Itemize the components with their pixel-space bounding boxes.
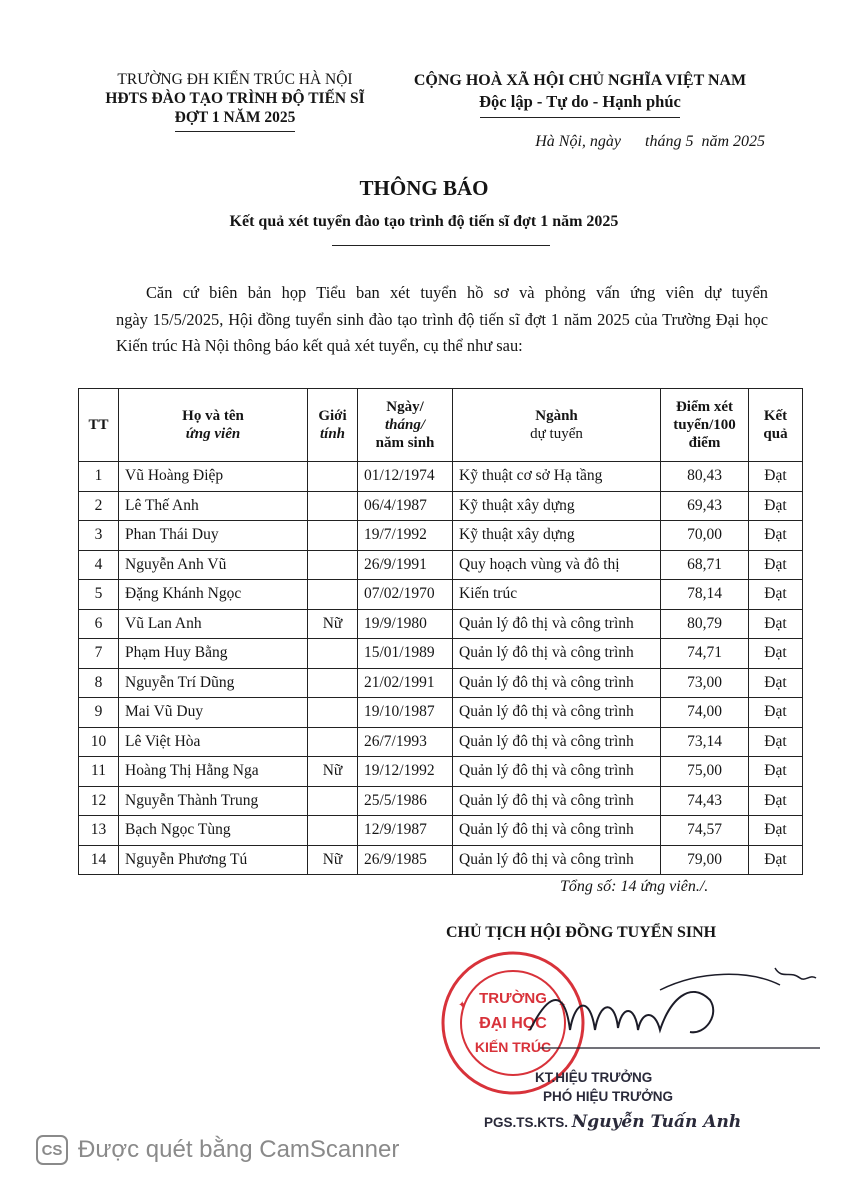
cell-tt: 3 (79, 521, 119, 551)
cell-dob: 19/12/1992 (358, 757, 453, 787)
deputy-line-2: PHÓ HIỆU TRƯỞNG (543, 1089, 673, 1104)
header-dob: Ngày/ tháng/ năm sinh (358, 389, 453, 462)
table-row (79, 521, 803, 551)
cell-major: Quản lý đô thị và công trình (453, 698, 661, 728)
cell-gender (308, 816, 358, 846)
cell-major: Quản lý đô thị và công trình (453, 845, 661, 875)
cell-gender (308, 639, 358, 669)
svg-text:✦: ✦ (558, 1000, 567, 1011)
cell-name: Nguyễn Phương Tú (119, 845, 308, 875)
intro-paragraph (116, 280, 768, 360)
cell-dob: 26/9/1985 (358, 845, 453, 875)
cell-score: 74,43 (661, 786, 749, 816)
cell-tt: 10 (79, 727, 119, 757)
signer-role: CHỦ TỊCH HỘI ĐỒNG TUYỂN SINH (446, 924, 717, 941)
cell-dob: 01/12/1974 (358, 462, 453, 492)
cell-tt: 1 (79, 462, 119, 492)
cell-result: Đạt (749, 550, 803, 580)
cell-gender (308, 491, 358, 521)
cell-tt: 7 (79, 639, 119, 669)
cell-gender: Nữ (308, 609, 358, 639)
cell-gender (308, 786, 358, 816)
cell-dob: 06/4/1987 (358, 491, 453, 521)
signer-block (484, 1112, 764, 1132)
header-result: Kết quả (749, 389, 803, 462)
place-date: Hà Nội, ngày tháng 5 năm 2025 (535, 133, 765, 150)
cell-result: Đạt (749, 609, 803, 639)
cell-tt: 9 (79, 698, 119, 728)
intro-rest: ngày 15/5/2025, Hội đồng tuyển sinh đào tạo trình độ tiến sĩ đợt 1 năm 2025 của Trường Đại học Kiến trúc Hà Nội thông báo kết quả xét tuyển, cụ thể như sau: (116, 309, 768, 355)
header-name: Họ và tên ứng viên (119, 389, 308, 462)
cell-score: 73,00 (661, 668, 749, 698)
cell-name: Mai Vũ Duy (119, 698, 308, 728)
cell-gender (308, 668, 358, 698)
cell-name: Nguyễn Trí Dũng (119, 668, 308, 698)
table-row (79, 786, 803, 816)
cell-major: Kỹ thuật xây dựng (453, 491, 661, 521)
header-major: Ngành dự tuyển (453, 389, 661, 462)
header-gender: Giới tính (308, 389, 358, 462)
cell-dob: 19/10/1987 (358, 698, 453, 728)
cell-gender (308, 580, 358, 610)
cell-name: Vũ Hoàng Điệp (119, 462, 308, 492)
cell-name: Lê Việt Hòa (119, 727, 308, 757)
cell-name: Phan Thái Duy (119, 521, 308, 551)
header-tt: TT (79, 389, 119, 462)
signer-prefix: PGS.TS.KTS. (484, 1115, 569, 1130)
cell-major: Quản lý đô thị và công trình (453, 757, 661, 787)
cell-tt: 12 (79, 786, 119, 816)
cell-score: 79,00 (661, 845, 749, 875)
cell-major: Quản lý đô thị và công trình (453, 786, 661, 816)
cell-gender: Nữ (308, 845, 358, 875)
table-row (79, 845, 803, 875)
cell-tt: 14 (79, 845, 119, 875)
total-count: Tổng số: 14 ứng viên./. (560, 878, 709, 895)
table-row (79, 462, 803, 492)
cell-tt: 13 (79, 816, 119, 846)
cell-dob: 25/5/1986 (358, 786, 453, 816)
table-row (79, 668, 803, 698)
title-underline (332, 245, 550, 246)
cell-tt: 11 (79, 757, 119, 787)
cell-score: 80,43 (661, 462, 749, 492)
cell-gender (308, 727, 358, 757)
cell-name: Nguyễn Thành Trung (119, 786, 308, 816)
svg-text:TRƯỜNG: TRƯỜNG (479, 990, 547, 1007)
cell-result: Đạt (749, 816, 803, 846)
table-row (79, 550, 803, 580)
cell-name: Bạch Ngọc Tùng (119, 816, 308, 846)
cell-major: Quy hoạch vùng và đô thị (453, 550, 661, 580)
cell-dob: 26/7/1993 (358, 727, 453, 757)
cell-score: 74,00 (661, 698, 749, 728)
cell-dob: 07/02/1970 (358, 580, 453, 610)
svg-text:ĐẠI HỌC: ĐẠI HỌC (479, 1015, 547, 1032)
cell-score: 74,71 (661, 639, 749, 669)
cell-name: Nguyễn Anh Vũ (119, 550, 308, 580)
svg-text:KIẾN TRÚC: KIẾN TRÚC (474, 1039, 552, 1055)
svg-text:✦: ✦ (458, 1000, 467, 1011)
cell-result: Đạt (749, 845, 803, 875)
table-row (79, 491, 803, 521)
cell-tt: 4 (79, 550, 119, 580)
table-row (79, 757, 803, 787)
results-table (78, 388, 803, 875)
signer-name: Nguyễn Tuấn Anh (571, 1112, 742, 1132)
issuer-council: HĐTS ĐÀO TẠO TRÌNH ĐỘ TIẾN SĨ (105, 90, 365, 107)
cell-result: Đạt (749, 580, 803, 610)
cell-major: Quản lý đô thị và công trình (453, 639, 661, 669)
cell-dob: 15/01/1989 (358, 639, 453, 669)
cell-name: Hoàng Thị Hằng Nga (119, 757, 308, 787)
cell-score: 69,43 (661, 491, 749, 521)
table-row (79, 639, 803, 669)
cell-dob: 21/02/1991 (358, 668, 453, 698)
issuer-round: ĐỢT 1 NĂM 2025 (174, 109, 296, 126)
camscanner-logo-icon: CS (36, 1135, 68, 1165)
table-row (79, 816, 803, 846)
cell-major: Kiến trúc (453, 580, 661, 610)
cell-score: 70,00 (661, 521, 749, 551)
table-row (79, 727, 803, 757)
header-score: Điểm xét tuyển/100 điểm (661, 389, 749, 462)
cell-dob: 19/7/1992 (358, 521, 453, 551)
cell-result: Đạt (749, 757, 803, 787)
cell-major: Quản lý đô thị và công trình (453, 816, 661, 846)
cell-result: Đạt (749, 462, 803, 492)
cell-result: Đạt (749, 727, 803, 757)
cell-score: 78,14 (661, 580, 749, 610)
cell-score: 68,71 (661, 550, 749, 580)
issuer-header (70, 70, 400, 132)
cell-dob: 26/9/1991 (358, 550, 453, 580)
document-subtitle: Kết quả xét tuyển đào tạo trình độ tiến sĩ đợt 1 năm 2025 (229, 213, 619, 230)
cell-major: Kỹ thuật cơ sở Hạ tầng (453, 462, 661, 492)
cell-result: Đạt (749, 786, 803, 816)
cell-tt: 2 (79, 491, 119, 521)
watermark-text: Được quét bằng CamScanner (78, 1136, 400, 1163)
document-title: THÔNG BÁO (359, 176, 489, 200)
cell-gender (308, 521, 358, 551)
scanner-watermark (36, 1133, 399, 1167)
motto-underline (480, 117, 680, 118)
table-header-row (79, 389, 803, 462)
cell-score: 75,00 (661, 757, 749, 787)
national-motto: Độc lập - Tự do - Hạnh phúc (479, 92, 681, 111)
cell-result: Đạt (749, 521, 803, 551)
handwritten-signature (520, 960, 830, 1060)
issuer-underline (175, 131, 295, 132)
deputy-title (535, 1068, 735, 1106)
cell-tt: 8 (79, 668, 119, 698)
cell-score: 74,57 (661, 816, 749, 846)
national-header (395, 70, 765, 118)
cell-gender (308, 550, 358, 580)
cell-result: Đạt (749, 491, 803, 521)
cell-gender (308, 698, 358, 728)
cell-name: Đặng Khánh Ngọc (119, 580, 308, 610)
issuer-university: TRƯỜNG ĐH KIẾN TRÚC HÀ NỘI (117, 71, 353, 88)
cell-name: Phạm Huy Bằng (119, 639, 308, 669)
cell-score: 73,14 (661, 727, 749, 757)
table-row (79, 580, 803, 610)
cell-name: Vũ Lan Anh (119, 609, 308, 639)
table-row (79, 698, 803, 728)
cell-tt: 6 (79, 609, 119, 639)
national-name: CỘNG HOÀ XÃ HỘI CHỦ NGHĨA VIỆT NAM (413, 72, 747, 89)
cell-result: Đạt (749, 639, 803, 669)
table-row (79, 609, 803, 639)
cell-result: Đạt (749, 668, 803, 698)
cell-major: Quản lý đô thị và công trình (453, 668, 661, 698)
cell-major: Quản lý đô thị và công trình (453, 727, 661, 757)
cell-tt: 5 (79, 580, 119, 610)
cell-score: 80,79 (661, 609, 749, 639)
cell-dob: 12/9/1987 (358, 816, 453, 846)
deputy-line-1: KT.HIỆU TRƯỞNG (535, 1070, 653, 1085)
cell-gender: Nữ (308, 757, 358, 787)
cell-gender (308, 462, 358, 492)
cell-name: Lê Thế Anh (119, 491, 308, 521)
cell-dob: 19/9/1980 (358, 609, 453, 639)
intro-first-line: Căn cứ biên bản họp Tiểu ban xét tuyển hồ sơ và phỏng vấn ứng viên dự tuyển (146, 283, 768, 302)
cell-major: Quản lý đô thị và công trình (453, 609, 661, 639)
cell-result: Đạt (749, 698, 803, 728)
cell-major: Kỹ thuật xây dựng (453, 521, 661, 551)
